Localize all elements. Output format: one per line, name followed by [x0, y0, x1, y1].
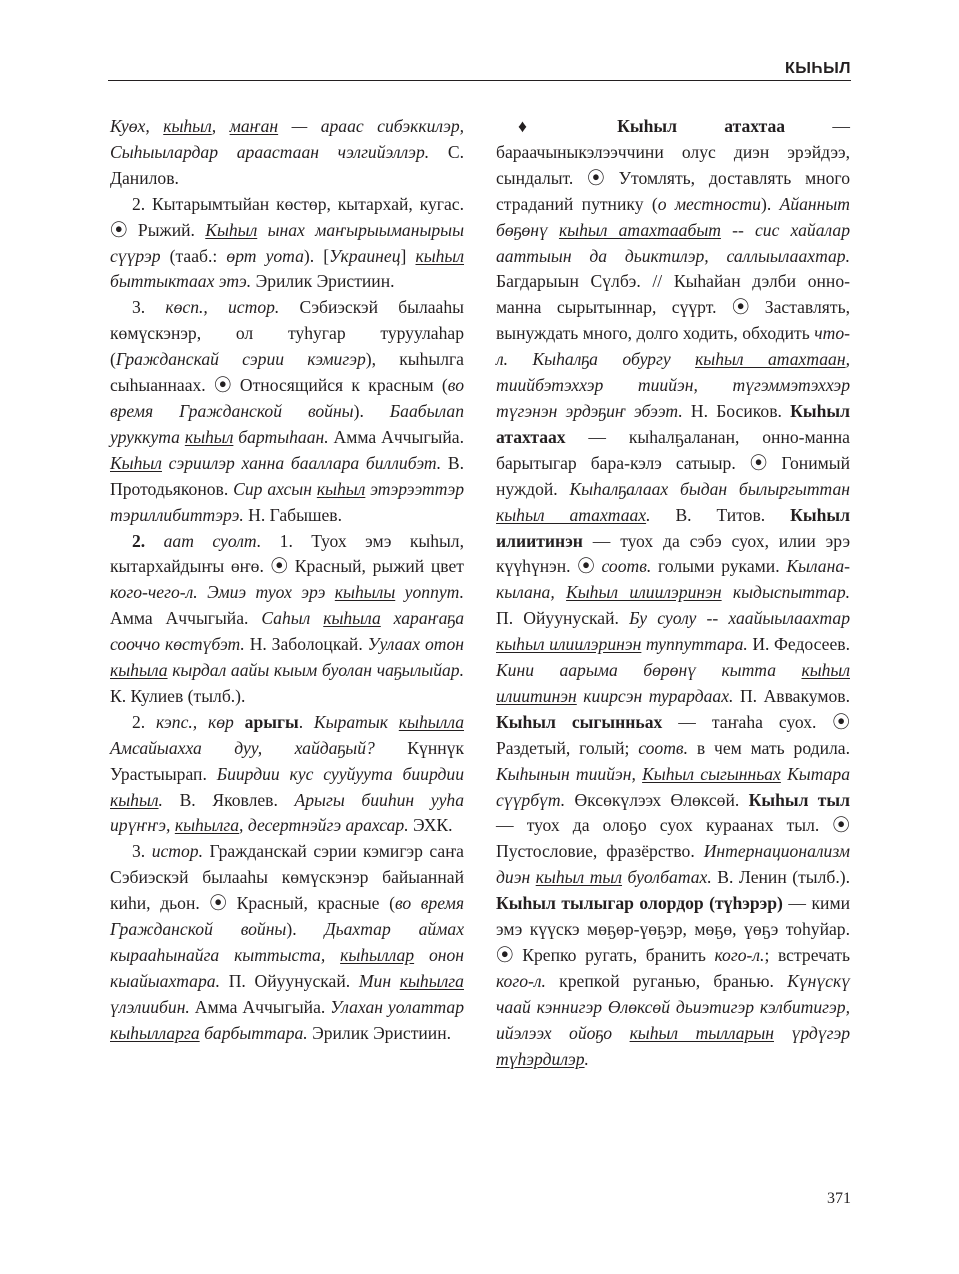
entry-text: что-л. — [496, 323, 850, 370]
entry-text: быттыктаах этэ. — [110, 271, 252, 292]
entry-text: Бу суолу -- хаайыылаахтар — [629, 608, 851, 629]
entry-paragraph — [110, 529, 464, 710]
entry-text: в чем мать родила. — [687, 737, 850, 758]
entry-text: — таҥаһа суох. ⦿ Раздетый, голый; — [496, 711, 850, 758]
entry-text: истор. — [151, 841, 204, 862]
entry-text: В. Ленин (тылб.). — [711, 867, 851, 888]
entry-text: Арыгы бииһин ууһа ирүҥҥэ, — [110, 789, 464, 836]
entry-text: Уулаах отон — [367, 634, 465, 655]
entry-text: ] — [400, 245, 416, 266]
entry-text: С. Данилов. — [110, 141, 464, 188]
entry-text: кого-л. — [496, 970, 546, 991]
entry-paragraph — [110, 192, 464, 296]
entry-text: — бараачыныкэлээччини олус диэн эрэйдээ, сындалыт. ⦿ Утомлять, доставлять много страданий путнику ( — [496, 116, 850, 214]
entry-text: Саһыл — [261, 608, 324, 629]
entry-text: кыһылла — [398, 711, 465, 732]
entry-text: во время Гражданской войны — [110, 893, 465, 940]
entry-text: И. Федосеев. — [747, 634, 850, 655]
entry-text: Гражданскай сэрии кэмигэр — [115, 349, 366, 370]
entry-text: кыһыл — [110, 789, 159, 810]
entry-text: ЭХК. — [408, 815, 453, 836]
entry-text: Кыһынын тиийэн, — [496, 763, 643, 784]
headword-text: 2. — [132, 530, 146, 551]
entry-text: ). [ — [303, 245, 330, 266]
entry-text: 2. — [132, 711, 157, 732]
entry-text: В. Протодьяконов. — [110, 452, 464, 499]
entry-text: — кыһалҕаланан, онно-манна барытыгар бара-кэлэ сатыыр. ⦿ Гонимый нуждой. — [496, 426, 850, 499]
headword-text: арыгы — [233, 711, 299, 732]
entry-text: көсп., истор. — [165, 297, 280, 318]
entry-text: о местности — [657, 193, 761, 214]
entry-text: соотв. — [601, 556, 652, 577]
entry-text: Амма Аччыгыйа. — [110, 608, 262, 629]
entry-text: кыһыллар — [340, 945, 415, 965]
entry-text: киирсэн турардаах. — [576, 685, 734, 706]
entry-text: бартыһаан. — [233, 426, 329, 447]
entry-text: -- сис хайалар ааттыын да дьиктилэр, саллыылаахтар. — [496, 219, 851, 266]
entry-text: буолбатах. — [622, 867, 712, 888]
entry-text: Өксөкүлээх Өлөксөй. — [565, 789, 749, 810]
entry-text: кыһыл илиилэринэн — [496, 634, 642, 655]
entry-text: — туох да сэбэ суох, илии эрэ күүһүнэн. ⦿ — [496, 530, 850, 577]
entry-text: кыһыл — [163, 116, 212, 136]
entry-text: Биирдии кус сууйуута биирдии — [216, 763, 465, 784]
entry-text: аат суолт. — [145, 530, 262, 551]
entry-text: (тааб.: — [160, 245, 227, 266]
entry-text: кыһыл — [316, 478, 366, 499]
entry-text: уоппут. — [395, 582, 464, 603]
entry-text: во время Гражданской войны — [110, 375, 464, 421]
entry-text: Кыһалҕа обургу — [532, 349, 696, 370]
headword-text: Кыһыл тыл — [748, 789, 850, 810]
entry-text: үлэлиибин. — [110, 996, 190, 1017]
entry-text: , десертнэйгэ арахсар. — [239, 815, 409, 836]
entry-text: — туох да олоҕо суох кураанах тыл. ⦿ Пустословие, фразёрство. — [496, 815, 850, 862]
entry-text: үрдүгэр — [774, 1022, 850, 1043]
entry-text: ), кыһылга сыһыаннаах. ⦿ Относящийся к красным ( — [110, 349, 464, 396]
entry-text: кыһыла — [110, 660, 168, 681]
entry-text: Эрилик Эристиин. — [251, 271, 395, 292]
entry-text — [198, 582, 207, 602]
entry-text: Дьахтар аймах кырааһынайга кыттыстa, — [110, 919, 465, 965]
entry-text: Кини аарыма бөрөнү кытта — [496, 660, 802, 681]
entry-text: кыһыл — [184, 426, 234, 447]
entry-text: — араас сибэккилэр, Сыһыылардар араастаан чэлгийэллэр. — [110, 116, 465, 162]
entry-text: Кылана-кылана, — [496, 556, 850, 603]
entry-text: Гражданскай сэрии кэмигэр саҥа Сэбиэскэй былааһы көмүскэнэр байыаннай киһи, дьон. ⦿ Красный, красные ( — [110, 841, 464, 914]
entry-text: туппуттара. — [641, 634, 748, 655]
headword-text: Кыһыл атахтаа — [617, 116, 786, 136]
entry-text: Мин — [358, 970, 400, 991]
entry-text: Сэбиэскэй былааһы көмүскэнэр, ол туһугар туруулаһар ( — [110, 297, 464, 370]
entry-text: кырдал аайы кыым буолан чаҕылыйар. — [167, 660, 464, 681]
entry-text: В. Яковлев. — [162, 789, 295, 810]
entry-text: кого-чего-л. — [110, 582, 198, 603]
entry-text: . — [298, 711, 314, 732]
entry-text: , — [211, 116, 230, 136]
entry-text: К. Кулиев (тылб.). — [110, 685, 246, 706]
entry-text: Кытара сүүрбүт. — [496, 763, 850, 810]
entry-text: П. Ойуунускай. — [496, 608, 630, 629]
entry-text: 2. Кытарымтыйан көстөр, кытархай, кугас. ⦿ Рыжий. — [110, 193, 464, 240]
entry-paragraph — [496, 114, 850, 1073]
entry-text — [508, 349, 532, 369]
entry-text: Эмиэ туох эрэ — [207, 582, 335, 603]
entry-text: Кыһыл илиилэринэн — [566, 582, 722, 603]
entry-text: соотв. — [638, 737, 688, 758]
entry-text: кыһыл атахтаан — [695, 349, 846, 370]
entry-text: Эрилик Эристиин. — [307, 1022, 452, 1043]
entry-text: Амма Аччыгыйа. — [189, 996, 331, 1017]
entry-text: ). — [760, 193, 780, 214]
entry-text: 1. Туох эмэ кыһыл, кытархайдыҥы өҥө. ⦿ Красный, рыжий цвет — [110, 530, 464, 577]
headword-text: Кыһыл атахтаах — [496, 400, 850, 447]
entry-text: ). — [353, 400, 390, 421]
entry-text: кыһылларга — [110, 1022, 200, 1043]
entry-text: хараҥаҕа сооччо көстүбэт. — [110, 608, 464, 655]
entry-text: Сир ахсын — [233, 478, 317, 499]
entry-text: Н. Габышев. — [243, 504, 343, 525]
entry-text: кого-л. — [714, 945, 765, 965]
entry-text: кыһыл тыл — [535, 867, 623, 888]
headword-text: Кыһыл тылыгар олордор (түһэрэр) — [496, 893, 783, 914]
running-head: КЫҺЫЛ — [784, 60, 851, 77]
headword-text: Кыһыл сыгынньах — [496, 711, 663, 732]
entry-text: түһэрдилэр — [496, 1048, 585, 1069]
entry-text: кыһыл — [415, 245, 465, 266]
entry-text: ♦ — [518, 116, 618, 136]
entry-paragraph — [110, 839, 464, 1046]
entry-text: кыһыл атахтаабыт — [558, 219, 721, 240]
entry-text: крепкой руганью, бранью. — [545, 970, 788, 991]
entry-text: кыһыл тылларын — [629, 1022, 775, 1043]
page-number: 371 — [827, 1190, 851, 1207]
entry-text: Баабылап уруккута — [110, 400, 465, 447]
entry-text: Айанныт бөҕөнү — [496, 193, 850, 240]
entry-text: Күннүк Урастыырап. — [110, 737, 464, 784]
entry-text: Амсайыахха дуу, хайдаҕый? — [110, 737, 375, 758]
entry-paragraph — [110, 710, 464, 840]
entry-text: кыһыл илиитинэн — [496, 660, 850, 706]
entry-text: ынах маҥырыыманырыы сүүрэр — [110, 219, 464, 266]
entry-text: . — [646, 504, 651, 525]
entry-paragraph — [110, 114, 464, 192]
left-column — [110, 114, 464, 1047]
entry-text: — кими эмэ күүскэ мөҕөр-үөҕэр, мөҕө, үөҕэ тоһуйар. ⦿ Крепко ругать, бранить — [496, 893, 850, 965]
entry-text: Н. Заболоцкай. — [244, 634, 368, 655]
entry-text: голыми руками. — [651, 556, 787, 577]
entry-text: Куөх, — [110, 116, 164, 136]
entry-text: П. Ойуунускай. — [219, 970, 359, 991]
entry-text: Интернационализм диэн — [496, 841, 850, 888]
entry-text: сэриилэр ханна баалларa биллибэт. — [161, 452, 442, 473]
entry-text: ). — [286, 919, 325, 940]
entry-text: өрт уота — [226, 245, 304, 266]
entry-text: Кыһыл — [205, 219, 258, 240]
headword-text: Кыһыл илиитинэн — [496, 504, 851, 551]
entry-text: кыһылга — [174, 815, 240, 836]
entry-text: Күнүскү чаай кэннигэр Өлөксөй дьиэтигэр кэлбитигэр, ийэлээх ойоҕо — [496, 970, 850, 1043]
entry-paragraph — [110, 295, 464, 528]
entry-text: Амма Аччыгыйа. — [328, 426, 464, 447]
entry-text: П. Аввакумов. — [733, 685, 850, 706]
entry-text: . — [158, 789, 163, 810]
entry-text: кыһылга — [399, 970, 464, 991]
entry-text: Багдарыын Сүлбэ. // Кыһайан дэлби онно-манна сырытыннар, сүүрт. ⦿ Заставлять, вынуждать много, долго ходить, обходить — [496, 271, 850, 344]
entry-text: кыһылы — [334, 582, 396, 603]
entry-text: Улахан уолаттар — [330, 996, 465, 1017]
entry-text: Кыратык — [313, 711, 399, 732]
entry-text: Н. Босиков. — [682, 400, 791, 421]
entry-text: ; встречать — [764, 945, 850, 965]
entry-text: барбыттара. — [199, 1022, 308, 1043]
header-rule — [108, 80, 851, 81]
entry-text: В. Титов. — [650, 504, 791, 525]
entry-text: , тиийбэтэххэр тиийэн, түгэммэтэххэр түгэнэн эрдэҕиҥ эбээт. — [496, 349, 850, 421]
entry-text: маҥан — [229, 116, 279, 136]
entry-text: Кыһалҕалаах быдан былыргыттан — [569, 478, 850, 499]
entry-text: кыһыл атахтаах — [496, 504, 647, 525]
entry-text: кыһыла — [323, 608, 381, 629]
entry-text: этэрээттэр тэриллибиттэрэ. — [110, 478, 465, 525]
entry-text: 3. — [132, 841, 152, 862]
entry-text: онон кыайыахтара. — [110, 945, 464, 991]
entry-text: кыдыспыттар. — [721, 582, 851, 603]
entry-text: 3. — [132, 297, 166, 318]
entry-text: Украинец — [329, 245, 401, 266]
right-column — [496, 114, 850, 1073]
entry-text: . — [584, 1048, 589, 1069]
entry-text: кэпс., көр — [156, 711, 234, 732]
entry-text: Кыһыл — [110, 452, 162, 473]
entry-text: Кыһыл сыгынньах — [642, 763, 781, 784]
